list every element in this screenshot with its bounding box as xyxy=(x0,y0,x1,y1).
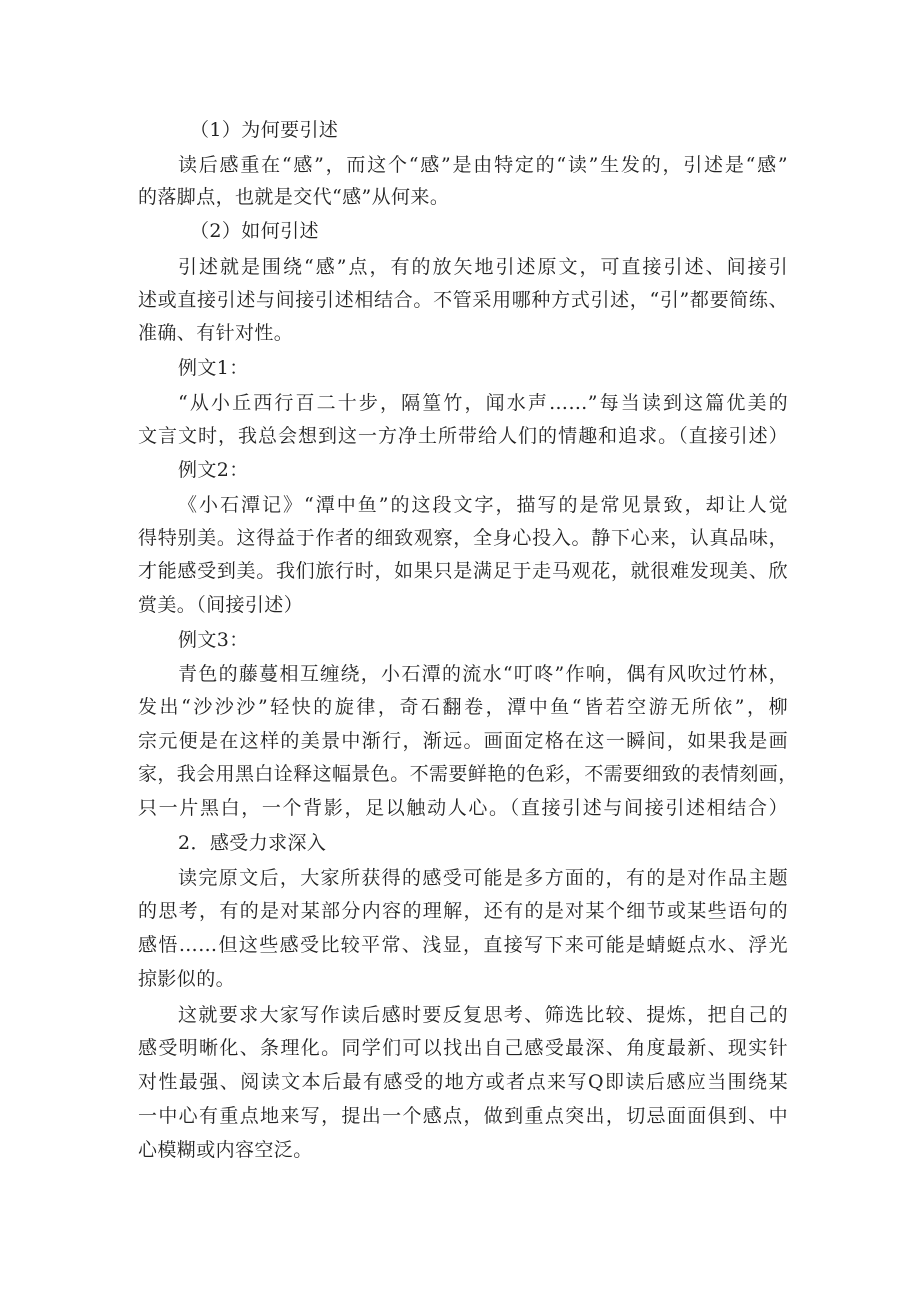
text-line: 心模糊或内容空泛。 xyxy=(138,1139,313,1161)
text-line: 才能感受到美。我们旅行时，如果只是满足于走马观花，就很难发现美、欣 xyxy=(138,560,788,582)
text-line: 述或直接引述与间接引述相结合。不管采用哪种方式引述，“引”都要简练、 xyxy=(138,289,788,311)
text-line: 得特别美。这得益于作者的细致观察，全身心投入。静下心来，认真品味， xyxy=(138,527,788,549)
text-line: 青色的藤蔓相互缠绕，小石潭的流水“叮咚”作响，偶有风吹过竹林， xyxy=(178,663,788,685)
text-line: 引述就是围绕“感”点，有的放矢地引述原文，可直接引述、间接引 xyxy=(178,256,788,278)
text-line: 文言文时，我总会想到这一方净土所带给人们的情趣和追求。（直接引述） xyxy=(138,425,788,447)
text-line: 赏美。（间接引述） xyxy=(138,594,304,616)
section-heading-2: 2．感受力求深入 xyxy=(178,832,327,854)
text-line: 的思考，有的是对某部分内容的理解，还有的是对某个细节或某些语句的 xyxy=(138,900,788,922)
text-line: 感受明晰化、条理化。同学们可以找出自己感受最深、角度最新、现实针 xyxy=(138,1037,788,1059)
text-line: 家，我会用黑白诠释这幅景色。不需要鲜艳的色彩，不需要细致的表情刻画， xyxy=(138,763,798,785)
example-label-2: 例文2： xyxy=(178,459,249,481)
text-line: 的落脚点，也就是交代“感”从何来。 xyxy=(138,186,450,208)
text-line: 读后感重在“感”，而这个“感”是由特定的“读”生发的，引述是“感” xyxy=(178,154,788,176)
text-line: 宗元便是在这样的美景中渐行，渐远。画面定格在这一瞬间，如果我是画 xyxy=(138,730,788,752)
text-line: 掠影似的。 xyxy=(138,968,236,990)
text-line: “从小丘西行百二十步，隔篁竹，闻水声……”每当读到这篇优美的 xyxy=(178,392,788,414)
example-label-1: 例文1： xyxy=(178,357,249,379)
heading-how-quote: （2）如何引述 xyxy=(190,220,319,242)
text-line: 这就要求大家写作读后感时要反复思考、筛选比较、提炼，把自己的 xyxy=(178,1004,788,1026)
text-line: 感悟……但这些感受比较平常、浅显，直接写下来可能是蜻蜓点水、浮光 xyxy=(138,934,788,956)
heading-why-quote: （1）为何要引述 xyxy=(190,119,339,141)
text-line: 一中心有重点地来写，提出一个感点，做到重点突出，切忌面面俱到、中 xyxy=(138,1105,788,1127)
text-line: 只一片黑白，一个背影，足以触动人心。（直接引述与间接引述相结合） xyxy=(138,797,788,819)
text-line: 发出“沙沙沙”轻快的旋律，奇石翻卷，潭中鱼“皆若空游无所依”，柳 xyxy=(138,696,788,718)
text-line: 对性最强、阅读文本后最有感受的地方或者点来写Q即读后感应当围绕某 xyxy=(138,1071,788,1093)
text-line: 读完原文后，大家所获得的感受可能是多方面的，有的是对作品主题 xyxy=(178,867,788,889)
example-label-3: 例文3： xyxy=(178,629,249,651)
text-line: 准确、有针对性。 xyxy=(138,322,294,344)
text-line: 《小石潭记》“潭中鱼”的这段文字，描写的是常见景致，却让人觉 xyxy=(178,494,788,516)
